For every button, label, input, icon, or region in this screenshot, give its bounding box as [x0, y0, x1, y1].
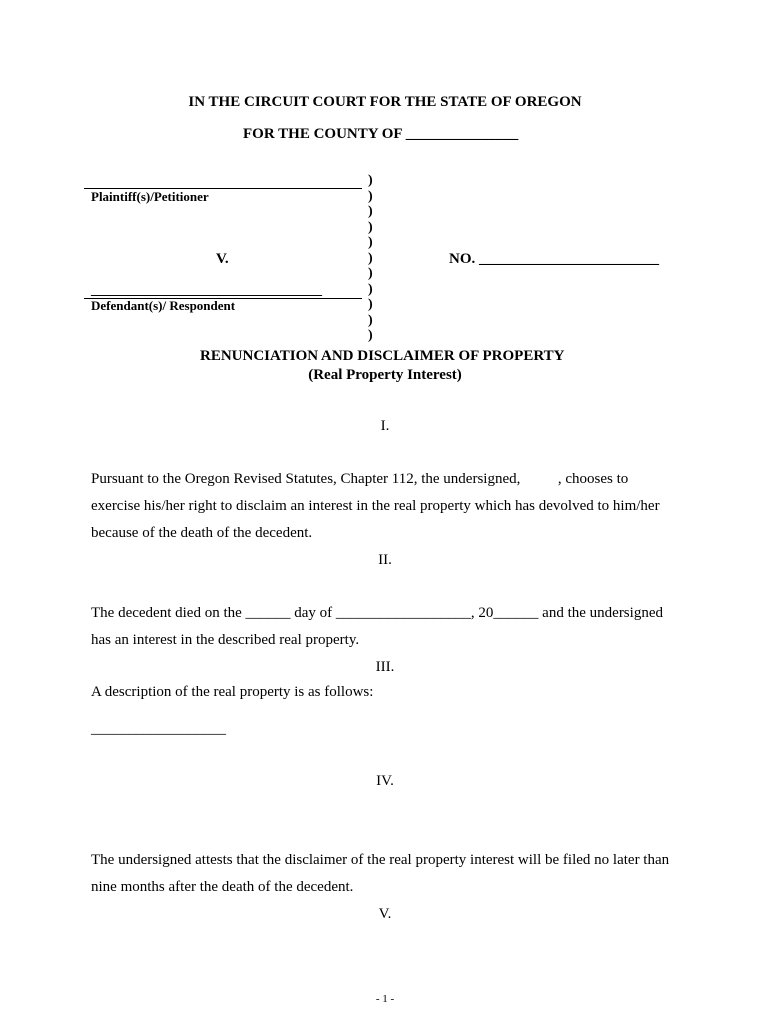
document-title: RENUNCIATION AND DISCLAIMER OF PROPERTY [200, 348, 565, 364]
paragraph-line: exercise his/her right to disclaim an interest in the real property which has devolved to him/her [91, 498, 660, 514]
caption-paren: ) [368, 235, 373, 250]
section-heading-4: IV. [376, 773, 394, 789]
caption-paren: ) [368, 220, 373, 235]
paragraph-line: The decedent died on the ______ day of __________________, 20______ and the undersigned [91, 605, 663, 621]
section-heading-2: II. [378, 552, 392, 568]
section-1-paragraph [91, 466, 660, 547]
caption-paren: ) [368, 282, 373, 297]
caption-paren: ) [368, 173, 373, 188]
defendant-label: Defendant(s)/ Respondent [91, 298, 236, 313]
court-heading: IN THE CIRCUIT COURT FOR THE STATE OF OREGON [188, 94, 582, 110]
section-heading-5: V. [378, 906, 392, 922]
paragraph-line: Pursuant to the Oregon Revised Statutes, Chapter 112, the undersigned, , chooses to [91, 471, 629, 487]
caption-paren: ) [368, 328, 373, 343]
section-2-paragraph [91, 600, 663, 654]
document-subtitle: (Real Property Interest) [308, 367, 462, 383]
section-heading-3: III. [375, 659, 395, 675]
property-description-blank: __________________ [91, 721, 226, 737]
plaintiff-label: Plaintiff(s)/Petitioner [91, 189, 209, 204]
county-heading: FOR THE COUNTY OF _______________ [243, 126, 519, 142]
caption-paren: ) [368, 204, 373, 219]
paragraph-line: has an interest in the described real property. [91, 632, 360, 648]
paragraph-line: nine months after the death of the decedent. [91, 879, 354, 895]
section-heading-1: I. [380, 418, 390, 434]
paragraph-line: The undersigned attests that the disclaimer of the real property interest will be filed no later than [91, 852, 670, 868]
caption-paren: ) [368, 189, 373, 204]
section-3-text: A description of the real property is as follows: [91, 684, 374, 700]
caption-paren: ) [368, 266, 373, 281]
case-number-field: NO. ________________________ [449, 251, 659, 267]
caption-paren: ) [368, 251, 373, 266]
versus-label: V. [216, 251, 229, 267]
defendant-name-blank: _________________________________ [91, 283, 322, 298]
paragraph-line: because of the death of the decedent. [91, 525, 313, 541]
caption-paren: ) [368, 297, 373, 312]
page-number: - 1 - [375, 993, 395, 1005]
section-4-paragraph [91, 847, 669, 901]
caption-paren: ) [368, 313, 373, 328]
